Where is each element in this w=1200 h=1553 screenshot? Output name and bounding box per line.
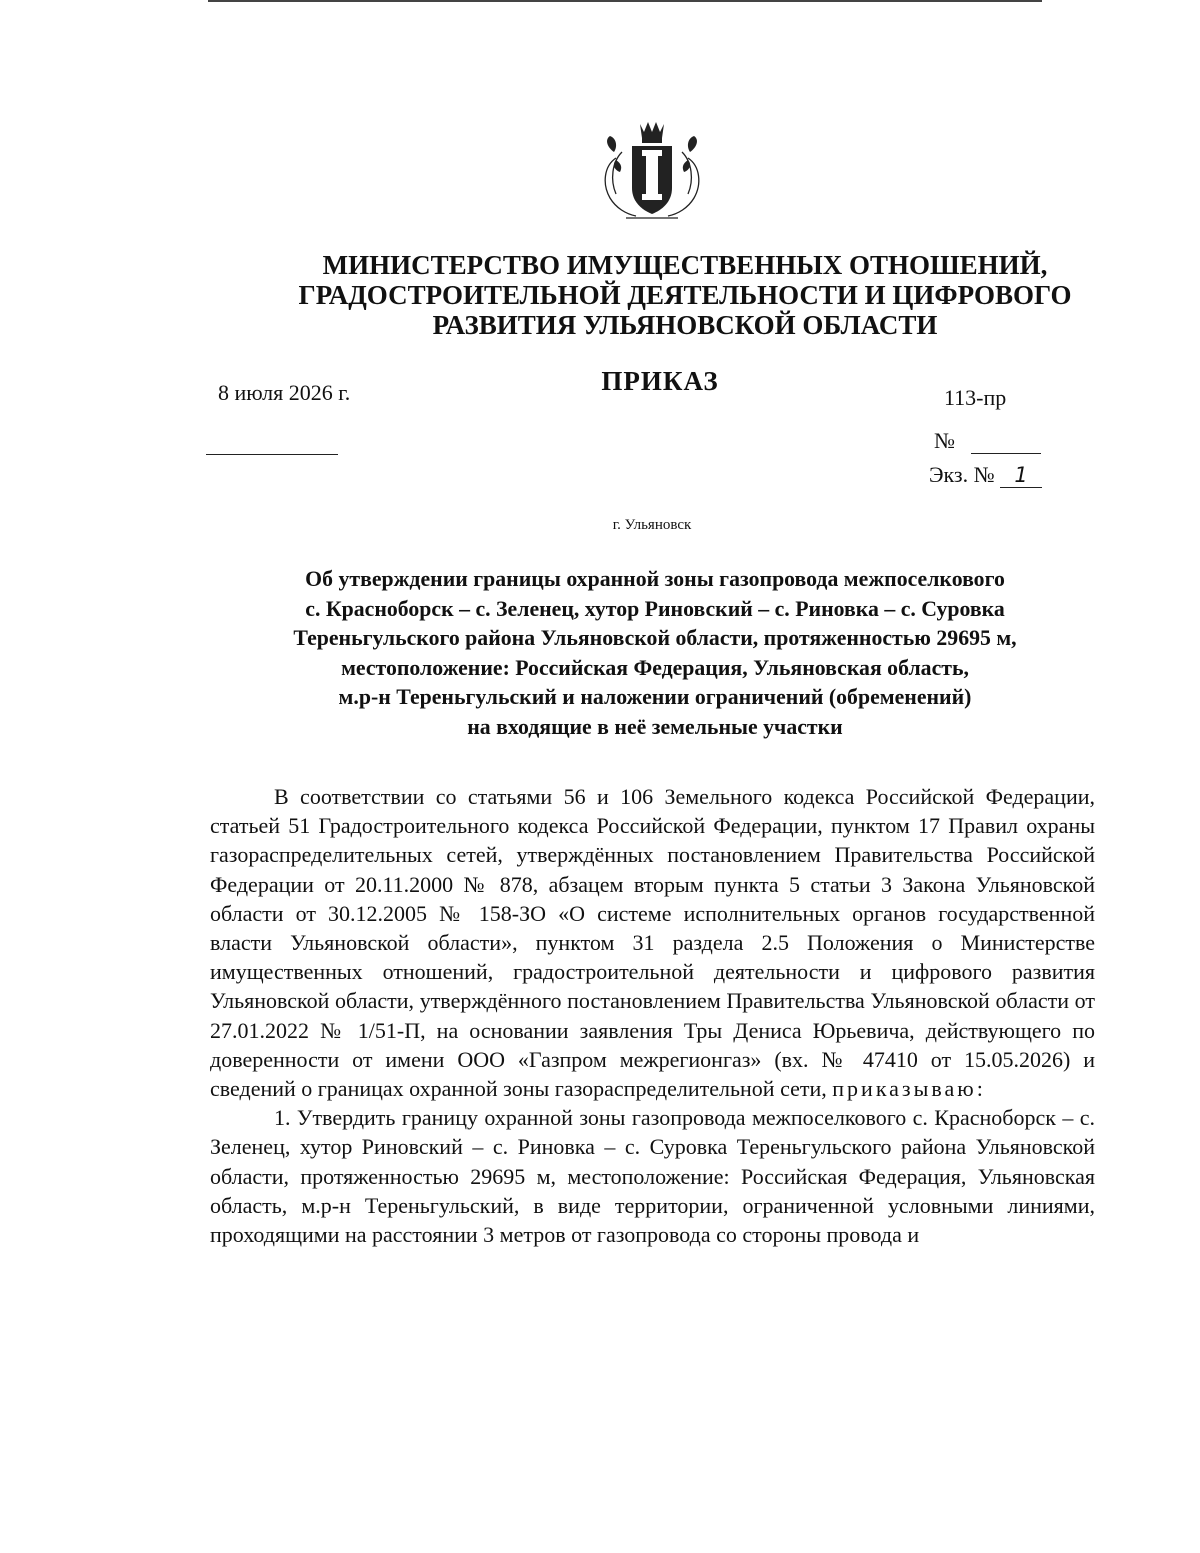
- ministry-line: МИНИСТЕРСТВО ИМУЩЕСТВЕННЫХ ОТНОШЕНИЙ,: [322, 250, 1048, 280]
- ministry-line: РАЗВИТИЯ УЛЬЯНОВСКОЙ ОБЛАСТИ: [432, 310, 938, 340]
- top-border-rule: [208, 0, 1042, 2]
- order-date: 8 июля 2026 г.: [218, 380, 351, 405]
- order-word: приказываю:: [832, 1076, 986, 1102]
- preamble-paragraph: [210, 782, 1095, 1103]
- number-label: №: [934, 428, 955, 453]
- subject-line: Тереньгульского района Ульяновской области, протяженностью 29695 м,: [293, 626, 1017, 650]
- subject-line: м.р-н Тереньгульский и наложении ограничений (обременений): [338, 685, 972, 709]
- ministry-name: [250, 250, 1120, 340]
- item-1-paragraph: 1. Утвердить границу охранной зоны газопровода межпоселкового с. Красноборск – с. Зеленец, хутор Риновский – с. Риновка – с. Суровка Тереньгульского района Ульяновской области, протяженностью 29695 м, местоположение: Российская Федерация, Ульяновская область, м.р-н Тереньгульский, в виде территории, ограниченной условными линиями, проходящими на расстоянии 3 метров от газопровода со стороны провода и: [210, 1105, 1095, 1248]
- preamble-text: В соответствии со статьями 56 и 106 Земельного кодекса Российской Федерации, статьей 51 Градостроительного кодекса Российской Федерации, пунктом 17 Правил охраны газораспределительных сетей, утверждённых постановлением Правительства Российской Федерации от 20.11.2000 № 878, абзацем вторым пункта 5 статьи 3 Закона Ульяновской области от 30.12.2005 № 158-ЗО «О системе исполнительных органов государственной власти Ульяновской области», пунктом 31 раздела 2.5 Положения о Министерстве имущественных отношений, градостроительной деятельности и цифрового развития Ульяновской области, утверждённого постановлением Правительства Ульяновской области от 27.01.2022 № 1/51-П, на основании заявления Тры Дениса Юрьевича, действующего по доверенности от имени ООО «Газпром межрегионгаз» (вх. № 47410 от 15.05.2026) и сведений о границах охранной зоны газораспределительной сети,: [210, 784, 1095, 1102]
- order-body: [210, 782, 1095, 1249]
- copy-label: Экз. №: [929, 462, 995, 487]
- order-number: 113-пр: [944, 385, 1007, 410]
- subject-line: на входящие в неё земельные участки: [467, 714, 843, 739]
- subject-line: Об утверждении границы охранной зоны газопровода межпоселкового: [305, 567, 1005, 591]
- date-underline: [206, 454, 338, 455]
- subject-line: с. Красноборск – с. Зеленец, хутор Риновский – с. Риновка – с. Суровка: [305, 596, 1005, 621]
- order-subject: [180, 565, 1130, 742]
- document-type-title: ПРИКАЗ: [601, 366, 719, 396]
- number-underline: [971, 453, 1041, 454]
- city-name: г. Ульяновск: [612, 517, 692, 533]
- ministry-line: ГРАДОСТРОИТЕЛЬНОЙ ДЕЯТЕЛЬНОСТИ И ЦИФРОВОГО: [298, 280, 1072, 310]
- copy-number-handwritten: 1: [1000, 463, 1042, 488]
- subject-line: местоположение: Российская Федерация, Ульяновская область,: [341, 655, 969, 680]
- coat-of-arms-icon: [596, 118, 708, 222]
- copy-number-row: [929, 462, 1042, 488]
